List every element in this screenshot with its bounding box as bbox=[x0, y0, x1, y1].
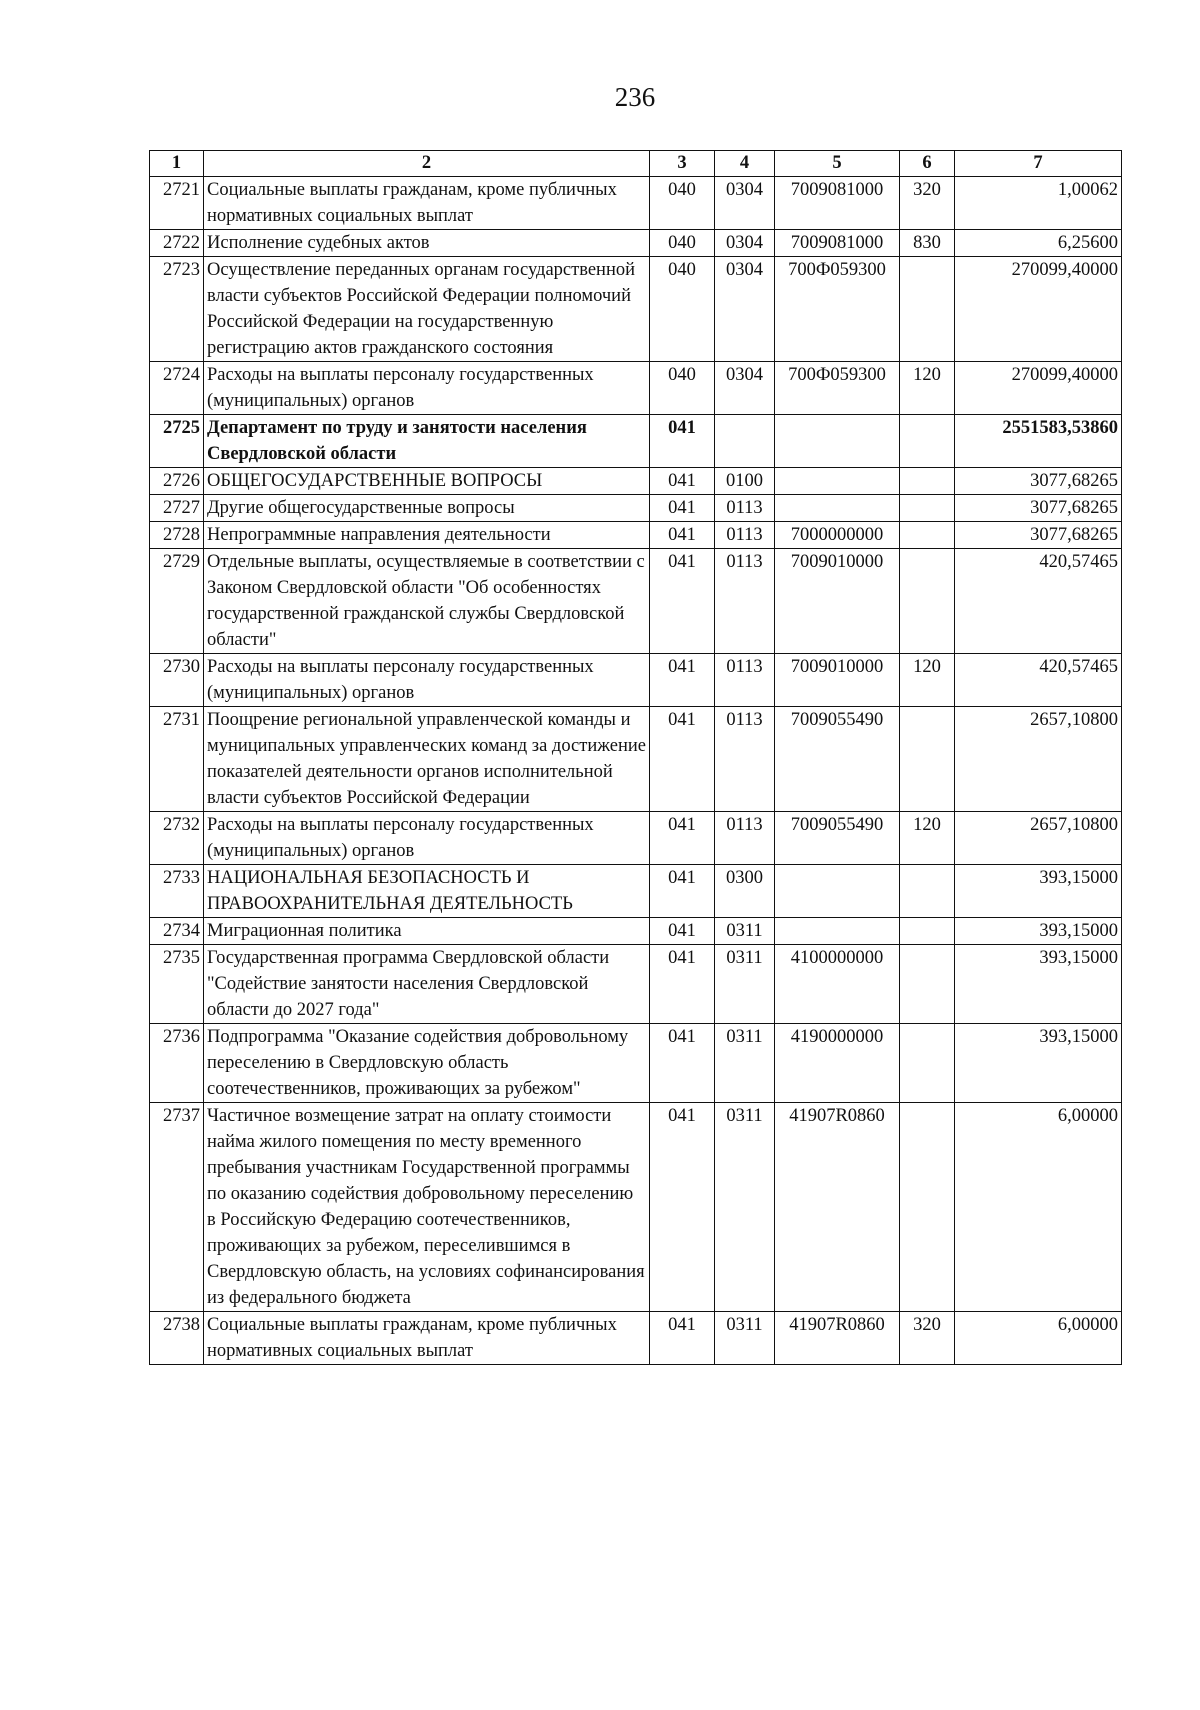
expense-type-cell bbox=[900, 257, 955, 362]
section-code-cell: 0304 bbox=[715, 362, 775, 415]
target-article-cell: 41907R0860 bbox=[775, 1103, 900, 1312]
amount-cell: 270099,40000 bbox=[955, 257, 1122, 362]
target-article-cell: 7009081000 bbox=[775, 230, 900, 257]
agency-code-cell: 040 bbox=[650, 362, 715, 415]
expense-type-cell: 120 bbox=[900, 362, 955, 415]
item-name-cell: Осуществление переданных органам государственной власти субъектов Российской Федерации полномочий Российской Федерации на государственную регистрацию актов гражданского состояния bbox=[204, 257, 650, 362]
budget-table bbox=[149, 150, 1122, 1365]
agency-code-cell: 041 bbox=[650, 654, 715, 707]
agency-code-cell: 041 bbox=[650, 707, 715, 812]
row-number-cell: 2726 bbox=[150, 468, 204, 495]
row-number-cell: 2731 bbox=[150, 707, 204, 812]
target-article-cell bbox=[775, 468, 900, 495]
section-code-cell: 0304 bbox=[715, 177, 775, 230]
agency-code-cell: 041 bbox=[650, 812, 715, 865]
amount-cell: 6,00000 bbox=[955, 1312, 1122, 1365]
item-name-cell: Другие общегосударственные вопросы bbox=[204, 495, 650, 522]
item-name-cell: ОБЩЕГОСУДАРСТВЕННЫЕ ВОПРОСЫ bbox=[204, 468, 650, 495]
row-number-cell: 2738 bbox=[150, 1312, 204, 1365]
section-code-cell: 0311 bbox=[715, 945, 775, 1024]
column-header: 4 bbox=[715, 151, 775, 177]
row-number-cell: 2730 bbox=[150, 654, 204, 707]
section-code-cell: 0100 bbox=[715, 468, 775, 495]
table-row bbox=[150, 707, 1122, 812]
agency-code-cell: 041 bbox=[650, 495, 715, 522]
expense-type-cell bbox=[900, 549, 955, 654]
column-header: 2 bbox=[204, 151, 650, 177]
target-article-cell: 7009055490 bbox=[775, 707, 900, 812]
section-code-cell: 0304 bbox=[715, 257, 775, 362]
item-name-cell: Расходы на выплаты персоналу государственных (муниципальных) органов bbox=[204, 362, 650, 415]
section-code-cell: 0311 bbox=[715, 918, 775, 945]
expense-type-cell bbox=[900, 1103, 955, 1312]
section-code-cell: 0113 bbox=[715, 522, 775, 549]
table-row bbox=[150, 362, 1122, 415]
row-number-cell: 2723 bbox=[150, 257, 204, 362]
amount-cell: 1,00062 bbox=[955, 177, 1122, 230]
item-name-cell: Отдельные выплаты, осуществляемые в соответствии с Законом Свердловской области "Об особенностях государственной гражданской службы Свердловской области" bbox=[204, 549, 650, 654]
amount-cell: 420,57465 bbox=[955, 549, 1122, 654]
table-row bbox=[150, 495, 1122, 522]
row-number-cell: 2732 bbox=[150, 812, 204, 865]
column-header: 6 bbox=[900, 151, 955, 177]
section-code-cell: 0304 bbox=[715, 230, 775, 257]
expense-type-cell bbox=[900, 918, 955, 945]
row-number-cell: 2722 bbox=[150, 230, 204, 257]
row-number-cell: 2725 bbox=[150, 415, 204, 468]
amount-cell: 6,25600 bbox=[955, 230, 1122, 257]
table-row bbox=[150, 1103, 1122, 1312]
row-number-cell: 2728 bbox=[150, 522, 204, 549]
table-row bbox=[150, 257, 1122, 362]
expense-type-cell: 120 bbox=[900, 654, 955, 707]
column-header: 3 bbox=[650, 151, 715, 177]
expense-type-cell bbox=[900, 415, 955, 468]
target-article-cell bbox=[775, 865, 900, 918]
section-code-cell: 0300 bbox=[715, 865, 775, 918]
item-name-cell: Непрограммные направления деятельности bbox=[204, 522, 650, 549]
amount-cell: 393,15000 bbox=[955, 1024, 1122, 1103]
section-code-cell: 0311 bbox=[715, 1024, 775, 1103]
column-header: 1 bbox=[150, 151, 204, 177]
item-name-cell: НАЦИОНАЛЬНАЯ БЕЗОПАСНОСТЬ И ПРАВООХРАНИТЕЛЬНАЯ ДЕЯТЕЛЬНОСТЬ bbox=[204, 865, 650, 918]
expense-type-cell bbox=[900, 495, 955, 522]
amount-cell: 420,57465 bbox=[955, 654, 1122, 707]
amount-cell: 3077,68265 bbox=[955, 495, 1122, 522]
section-code-cell: 0113 bbox=[715, 495, 775, 522]
section-code-cell: 0113 bbox=[715, 549, 775, 654]
row-number-cell: 2724 bbox=[150, 362, 204, 415]
section-code-cell bbox=[715, 415, 775, 468]
expense-type-cell: 320 bbox=[900, 177, 955, 230]
expense-type-cell: 120 bbox=[900, 812, 955, 865]
agency-code-cell: 040 bbox=[650, 257, 715, 362]
item-name-cell: Частичное возмещение затрат на оплату стоимости найма жилого помещения по месту временного пребывания участникам Государственной программы по оказанию содействия добровольному переселению в Российскую Федерацию соотечественников, проживающих за рубежом, переселившимся в Свердловскую область, на условиях софинансирования из федерального бюджета bbox=[204, 1103, 650, 1312]
section-code-cell: 0113 bbox=[715, 812, 775, 865]
item-name-cell: Государственная программа Свердловской области "Содействие занятости населения Свердловской области до 2027 года" bbox=[204, 945, 650, 1024]
amount-cell: 2657,10800 bbox=[955, 707, 1122, 812]
table-row bbox=[150, 812, 1122, 865]
agency-code-cell: 041 bbox=[650, 522, 715, 549]
amount-cell: 3077,68265 bbox=[955, 468, 1122, 495]
item-name-cell: Подпрограмма "Оказание содействия добровольному переселению в Свердловскую область соотечественников, проживающих за рубежом" bbox=[204, 1024, 650, 1103]
row-number-cell: 2734 bbox=[150, 918, 204, 945]
target-article-cell: 700Ф059300 bbox=[775, 362, 900, 415]
target-article-cell: 7009010000 bbox=[775, 549, 900, 654]
expense-type-cell: 320 bbox=[900, 1312, 955, 1365]
table-row bbox=[150, 918, 1122, 945]
amount-cell: 393,15000 bbox=[955, 945, 1122, 1024]
row-number-cell: 2736 bbox=[150, 1024, 204, 1103]
amount-cell: 2657,10800 bbox=[955, 812, 1122, 865]
table-row bbox=[150, 654, 1122, 707]
section-code-cell: 0311 bbox=[715, 1103, 775, 1312]
target-article-cell bbox=[775, 918, 900, 945]
expense-type-cell: 830 bbox=[900, 230, 955, 257]
header-row bbox=[150, 151, 1122, 177]
item-name-cell: Социальные выплаты гражданам, кроме публичных нормативных социальных выплат bbox=[204, 1312, 650, 1365]
expense-type-cell bbox=[900, 1024, 955, 1103]
target-article-cell: 4190000000 bbox=[775, 1024, 900, 1103]
agency-code-cell: 041 bbox=[650, 549, 715, 654]
row-number-cell: 2737 bbox=[150, 1103, 204, 1312]
expense-type-cell bbox=[900, 468, 955, 495]
agency-code-cell: 041 bbox=[650, 415, 715, 468]
item-name-cell: Исполнение судебных актов bbox=[204, 230, 650, 257]
agency-code-cell: 041 bbox=[650, 1312, 715, 1365]
expense-type-cell bbox=[900, 522, 955, 549]
amount-cell: 393,15000 bbox=[955, 865, 1122, 918]
amount-cell: 3077,68265 bbox=[955, 522, 1122, 549]
expense-type-cell bbox=[900, 707, 955, 812]
table-row bbox=[150, 865, 1122, 918]
agency-code-cell: 041 bbox=[650, 918, 715, 945]
column-header: 5 bbox=[775, 151, 900, 177]
agency-code-cell: 041 bbox=[650, 945, 715, 1024]
item-name-cell: Расходы на выплаты персоналу государственных (муниципальных) органов bbox=[204, 812, 650, 865]
item-name-cell: Поощрение региональной управленческой команды и муниципальных управленческих команд за достижение показателей деятельности органов исполнительной власти субъектов Российской Федерации bbox=[204, 707, 650, 812]
row-number-cell: 2733 bbox=[150, 865, 204, 918]
item-name-cell: Расходы на выплаты персоналу государственных (муниципальных) органов bbox=[204, 654, 650, 707]
expense-type-cell bbox=[900, 945, 955, 1024]
table-row bbox=[150, 1024, 1122, 1103]
table-row bbox=[150, 549, 1122, 654]
amount-cell: 2551583,53860 bbox=[955, 415, 1122, 468]
table-row bbox=[150, 945, 1122, 1024]
table-row bbox=[150, 415, 1122, 468]
target-article-cell: 700Ф059300 bbox=[775, 257, 900, 362]
page-number: 236 bbox=[614, 82, 656, 112]
table-body bbox=[150, 177, 1122, 1365]
item-name-cell: Социальные выплаты гражданам, кроме публичных нормативных социальных выплат bbox=[204, 177, 650, 230]
target-article-cell: 4100000000 bbox=[775, 945, 900, 1024]
table-row bbox=[150, 230, 1122, 257]
agency-code-cell: 041 bbox=[650, 468, 715, 495]
section-code-cell: 0113 bbox=[715, 654, 775, 707]
target-article-cell: 41907R0860 bbox=[775, 1312, 900, 1365]
agency-code-cell: 040 bbox=[650, 230, 715, 257]
row-number-cell: 2735 bbox=[150, 945, 204, 1024]
table-row bbox=[150, 1312, 1122, 1365]
agency-code-cell: 041 bbox=[650, 1103, 715, 1312]
section-code-cell: 0113 bbox=[715, 707, 775, 812]
target-article-cell: 7009081000 bbox=[775, 177, 900, 230]
agency-code-cell: 040 bbox=[650, 177, 715, 230]
target-article-cell bbox=[775, 415, 900, 468]
target-article-cell: 7009010000 bbox=[775, 654, 900, 707]
amount-cell: 270099,40000 bbox=[955, 362, 1122, 415]
row-number-cell: 2727 bbox=[150, 495, 204, 522]
table-row bbox=[150, 177, 1122, 230]
expense-type-cell bbox=[900, 865, 955, 918]
agency-code-cell: 041 bbox=[650, 865, 715, 918]
item-name-cell: Миграционная политика bbox=[204, 918, 650, 945]
table-row bbox=[150, 522, 1122, 549]
amount-cell: 393,15000 bbox=[955, 918, 1122, 945]
amount-cell: 6,00000 bbox=[955, 1103, 1122, 1312]
target-article-cell: 7000000000 bbox=[775, 522, 900, 549]
section-code-cell: 0311 bbox=[715, 1312, 775, 1365]
row-number-cell: 2721 bbox=[150, 177, 204, 230]
target-article-cell bbox=[775, 495, 900, 522]
column-header: 7 bbox=[955, 151, 1122, 177]
target-article-cell: 7009055490 bbox=[775, 812, 900, 865]
table-row bbox=[150, 468, 1122, 495]
agency-code-cell: 041 bbox=[650, 1024, 715, 1103]
row-number-cell: 2729 bbox=[150, 549, 204, 654]
item-name-cell: Департамент по труду и занятости населения Свердловской области bbox=[204, 415, 650, 468]
